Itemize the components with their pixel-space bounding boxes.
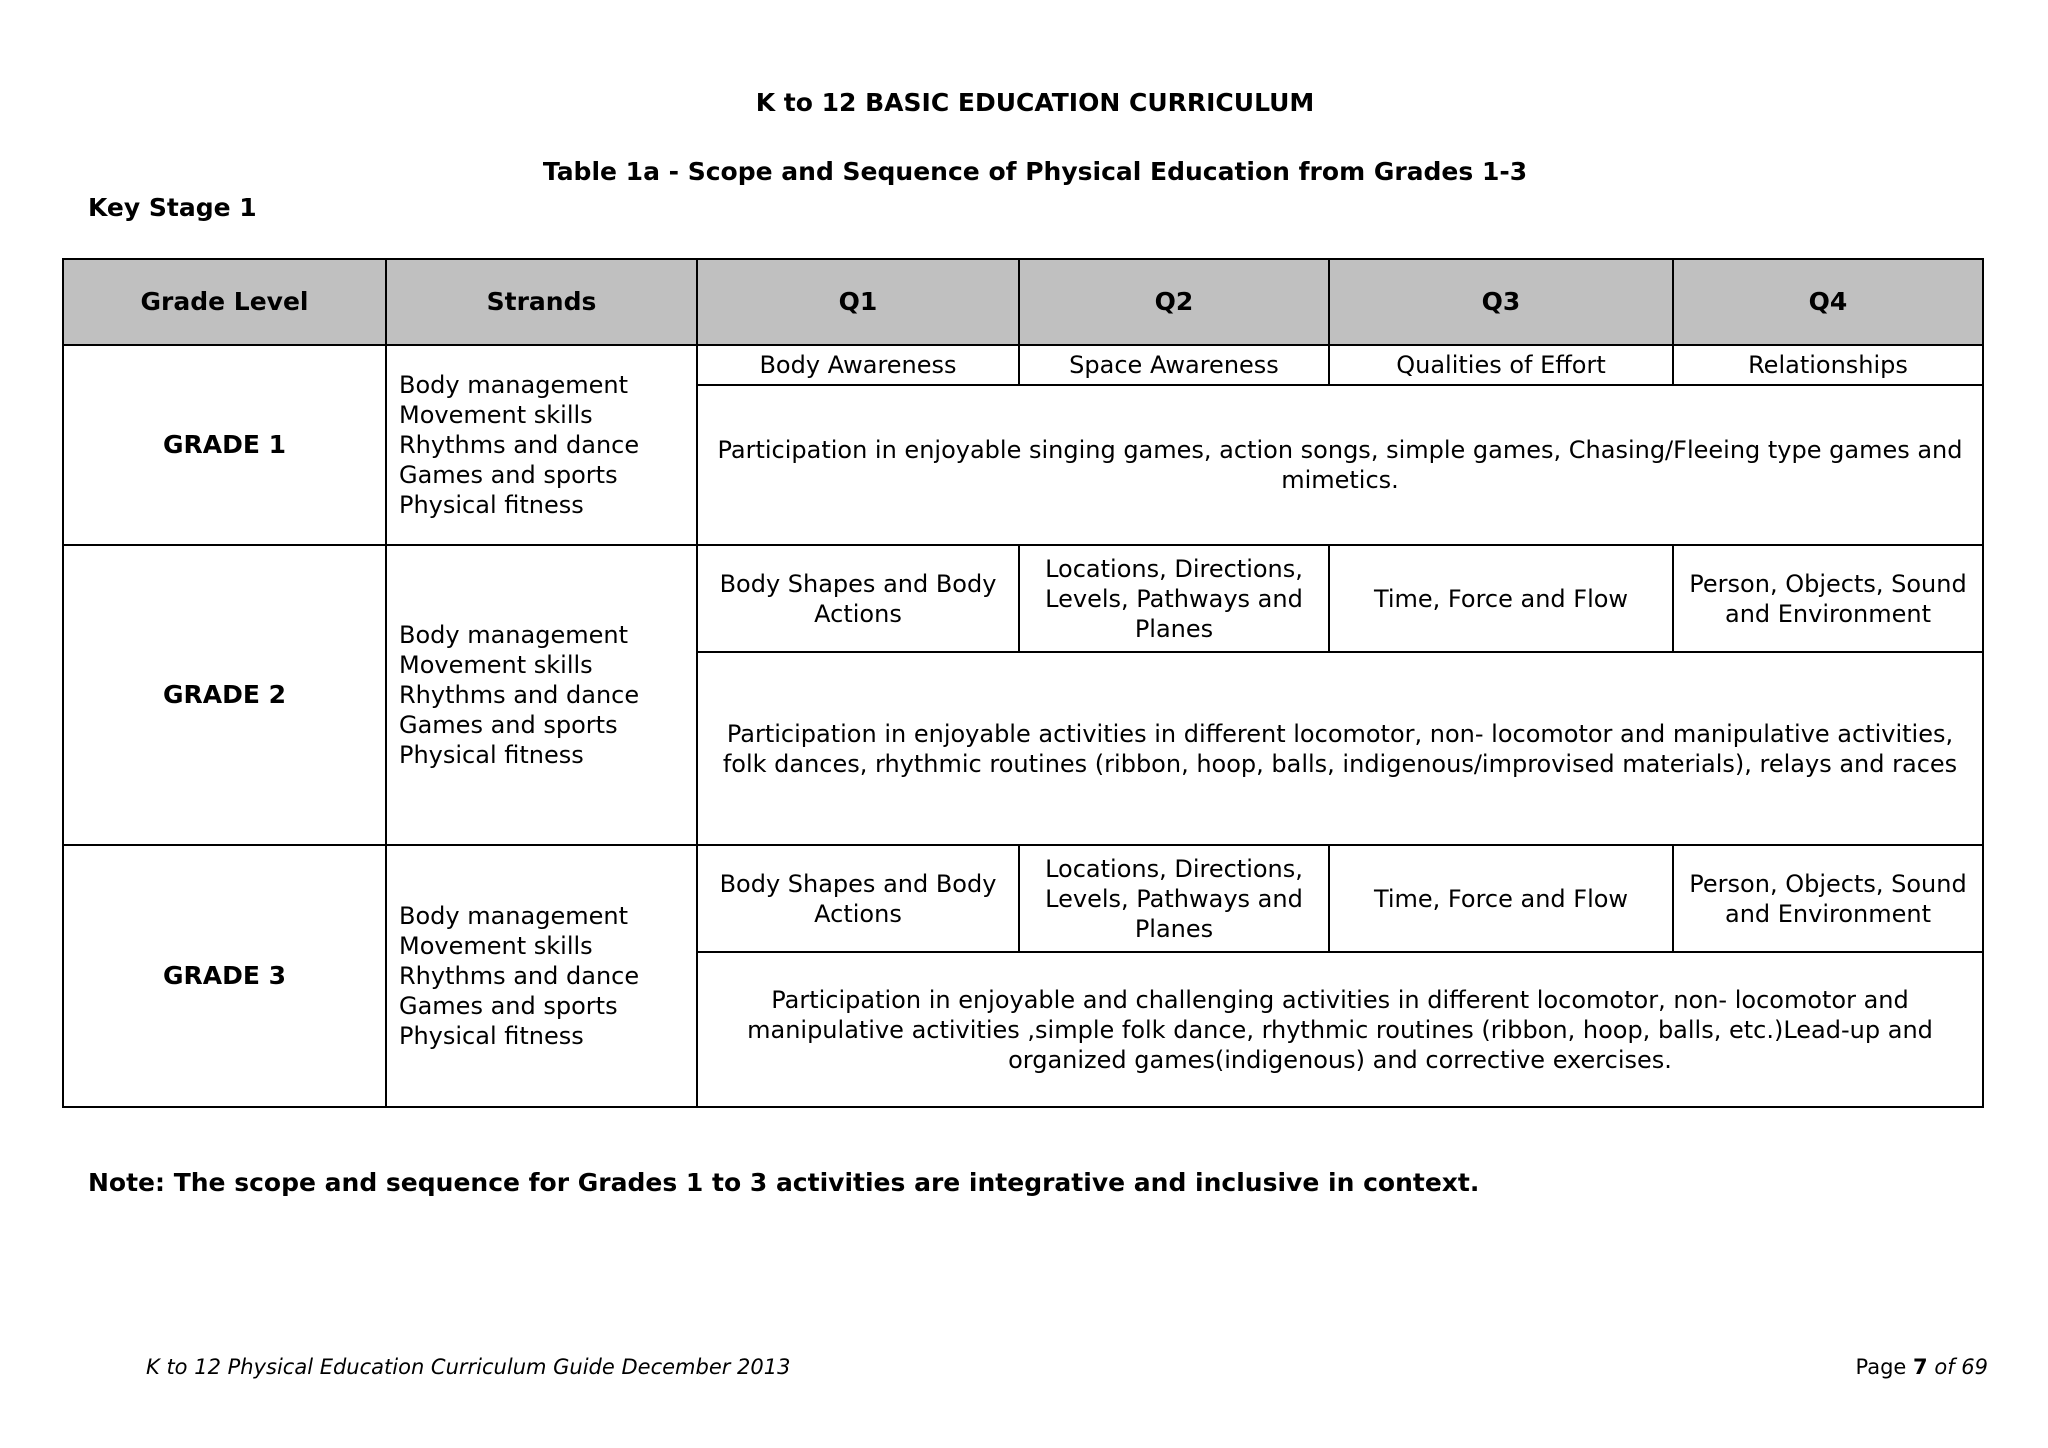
table-row [63, 845, 1983, 952]
page-number: 7 [1913, 1355, 1928, 1379]
q2-topic: Locations, Directions, Levels, Pathways and Planes [1019, 845, 1329, 952]
strand-item: Physical fitness [399, 741, 584, 769]
q2-topic: Space Awareness [1019, 345, 1329, 385]
header-q2: Q2 [1019, 259, 1329, 345]
q4-topic: Person, Objects, Sound and Environment [1673, 545, 1983, 652]
strand-item: Games and sports [399, 461, 618, 489]
strand-item: Body management [399, 621, 628, 649]
page-total: of 69 [1934, 1355, 1988, 1379]
q1-topic: Body Shapes and Body Actions [697, 545, 1019, 652]
strand-item: Games and sports [399, 711, 618, 739]
q4-topic: Relationships [1673, 345, 1983, 385]
scope-sequence-table [62, 258, 1984, 1108]
footer-page-number [1856, 1355, 1988, 1379]
strand-item: Body management [399, 371, 628, 399]
q2-topic: Locations, Directions, Levels, Pathways and Planes [1019, 545, 1329, 652]
document-title: K to 12 BASIC EDUCATION CURRICULUM [755, 88, 1315, 117]
header-strands: Strands [386, 259, 697, 345]
activities-description: Participation in enjoyable activities in different locomotor, non- locomotor and manipulative activities, folk dances, rhythmic routines (ribbon, hoop, balls, indigenous/improvised materials), relays and races [697, 652, 1983, 845]
table-row [63, 545, 1983, 652]
strand-item: Movement skills [399, 932, 593, 960]
header-q3: Q3 [1329, 259, 1673, 345]
table-caption: Table 1a - Scope and Sequence of Physical Education from Grades 1-3 [542, 157, 1528, 186]
strand-item: Body management [399, 902, 628, 930]
page-label: Page [1855, 1355, 1907, 1379]
q3-topic: Time, Force and Flow [1329, 545, 1673, 652]
q3-topic: Qualities of Effort [1329, 345, 1673, 385]
grade-cell: GRADE 2 [63, 545, 386, 845]
strand-item: Physical fitness [399, 491, 584, 519]
q3-topic: Time, Force and Flow [1329, 845, 1673, 952]
q1-topic: Body Awareness [697, 345, 1019, 385]
strands-cell [386, 345, 697, 545]
strand-item: Rhythms and dance [399, 962, 640, 990]
strand-item: Physical fitness [399, 1022, 584, 1050]
grade-cell: GRADE 1 [63, 345, 386, 545]
header-grade-level: Grade Level [63, 259, 386, 345]
activities-description: Participation in enjoyable singing games, action songs, simple games, Chasing/Fleeing type games and mimetics. [697, 385, 1983, 545]
q1-topic: Body Shapes and Body Actions [697, 845, 1019, 952]
strands-cell [386, 545, 697, 845]
strand-item: Movement skills [399, 651, 593, 679]
table-row [63, 345, 1983, 385]
footer-document-name: K to 12 Physical Education Curriculum Guide December 2013 [146, 1355, 791, 1379]
activities-description: Participation in enjoyable and challenging activities in different locomotor, non- locomotor and manipulative activities ,simple folk dance, rhythmic routines (ribbon, hoop, balls, etc.)Lead-up and organized games(indigenous) and corrective exercises. [697, 952, 1983, 1107]
strand-item: Movement skills [399, 401, 593, 429]
strand-item: Rhythms and dance [399, 681, 640, 709]
table-note: Note: The scope and sequence for Grades 1 to 3 activities are integrative and inclusive in context. [88, 1168, 1480, 1197]
header-q4: Q4 [1673, 259, 1983, 345]
grade-cell: GRADE 3 [63, 845, 386, 1107]
strands-cell [386, 845, 697, 1107]
key-stage-label: Key Stage 1 [88, 193, 257, 222]
q4-topic: Person, Objects, Sound and Environment [1673, 845, 1983, 952]
header-q1: Q1 [697, 259, 1019, 345]
strand-item: Games and sports [399, 992, 618, 1020]
table-header-row [63, 259, 1983, 345]
strand-item: Rhythms and dance [399, 431, 640, 459]
